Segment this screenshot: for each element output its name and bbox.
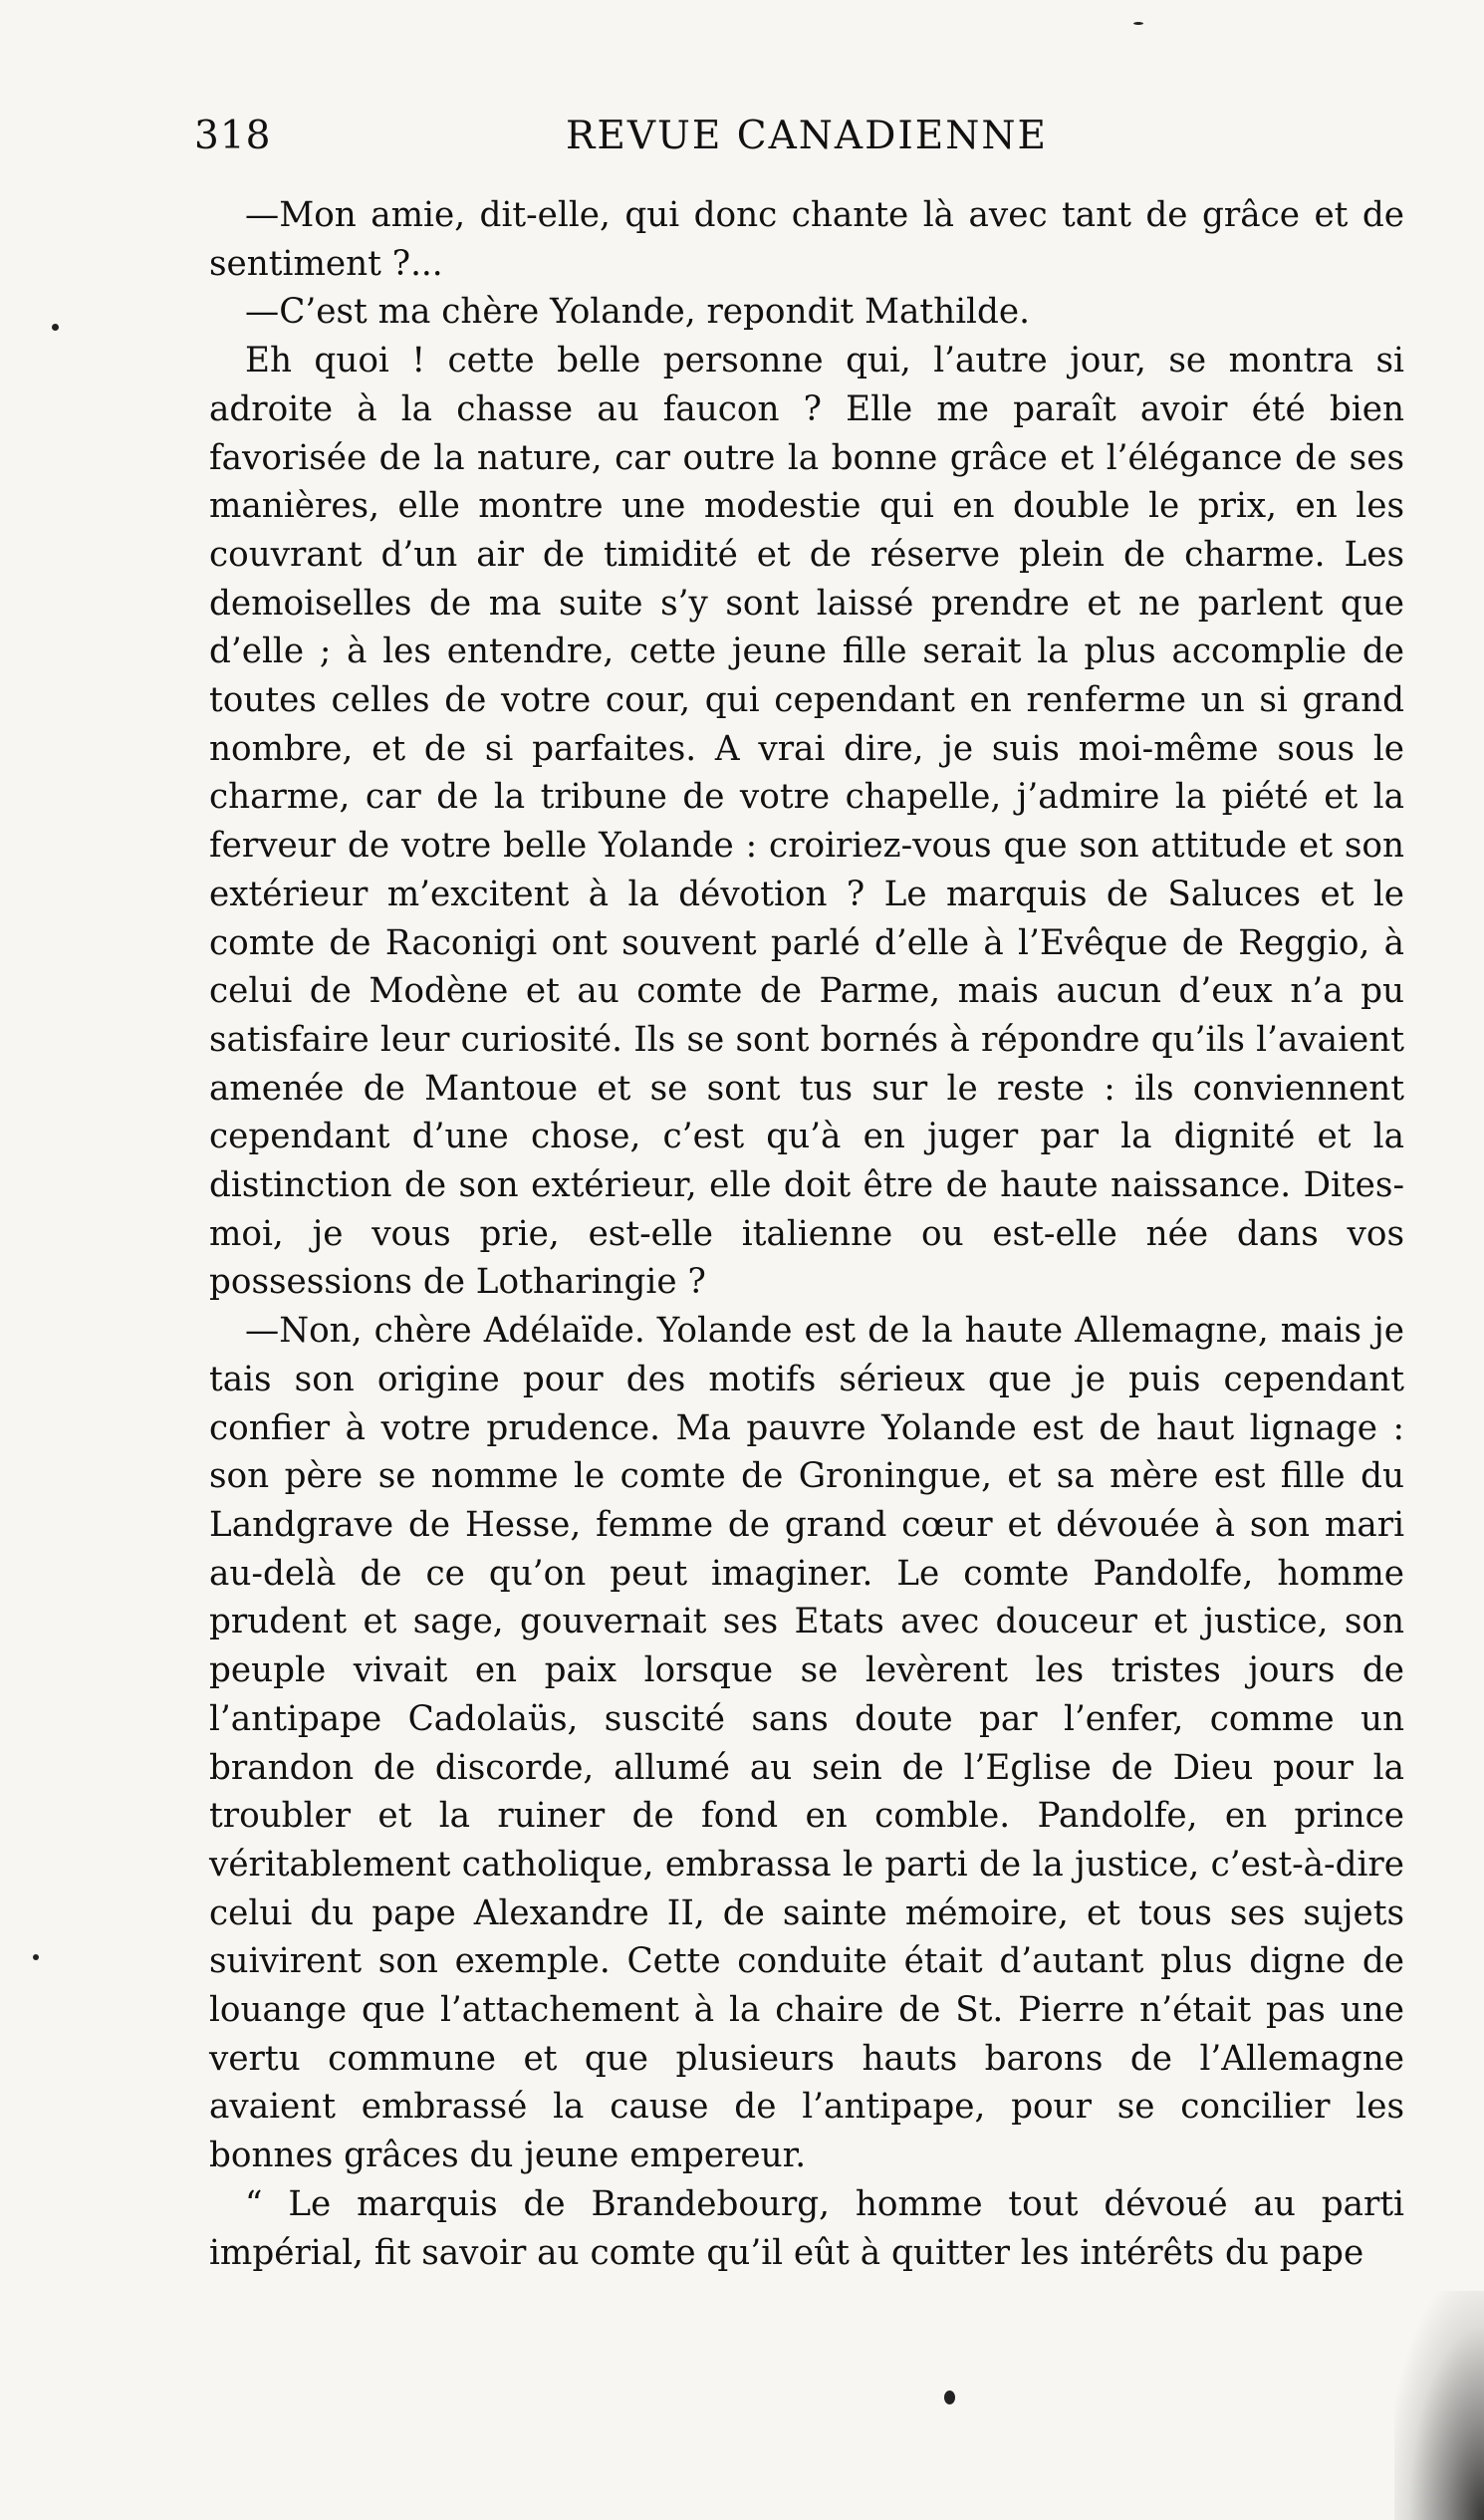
paragraph: “ Le marquis de Brandebourg, homme tout dévoué au parti impérial, fit savoir au comte qu’il eût à quitter les intérêts du pape [209,2183,1404,2273]
body-text [209,191,1404,2277]
scan-speck [1133,22,1143,25]
book-page [194,112,1404,2432]
paragraph: —Mon amie, dit-elle, qui donc chante là avec tant de grâce et de sentiment ?... [209,195,1404,284]
paragraph: —Non, chère Adélaïde. Yolande est de la haute Allemagne, mais je tais son origine pour des motifs sérieux que je puis cependant confier à votre prudence. Ma pauvre Yolande est de haut lignage : son père se nomme le comte de Groningue, et sa mère est fille du Landgrave de Hesse, femme de grand cœur et dévouée à son mari au-delà de ce qu’on peut imaginer. Le comte Pandolfe, homme prudent et sage, gouvernait ses Etats avec douceur et justice, son peuple vivait en paix lorsque se levèrent les tristes jours de l’antipape Cadolaüs, suscité sans doute par l’enfer, comme un brandon de discorde, allumé au sein de l’Eglise de Dieu pour la troubler et la ruiner de fond en comble. Pandolfe, en prince véritablement catholique, embrassa le parti de la justice, c’est-à-dire celui du pape Alexandre II, de sainte mémoire, et tous ses sujets suivirent son exemple. Cette conduite était d’autant plus digne de louange que l’attachement à la chaire de St. Pierre n’était pas une vertu commune et que plusieurs hauts barons de l’Allemagne avaient embrassé la cause de l’antipape, pour se concilier les bonnes grâces du jeune empereur. [209,1311,1404,2176]
page-number: 318 [194,114,272,158]
scan-speck [33,1954,39,1960]
paragraph: —C’est ma chère Yolande, repondit Mathilde. [245,292,1030,333]
scan-speck [944,2391,955,2404]
scan-speck [52,324,59,331]
journal-title: REVUE CANADIENNE [566,114,1048,158]
page-edge-shadow [1394,2291,1484,2520]
paragraph: Eh quoi ! cette belle personne qui, l’autre jour, se montra si adroite à la chasse au faucon ? Elle me paraît avoir été bien favorisée de la nature, car outre la bonne grâce et l’élégance de ses manières, elle montre une modestie qui en double le prix, en les couvrant d’un air de timidité et de réserve plein de charme. Les demoiselles de ma suite s’y sont laissé prendre et ne parlent que d’elle ; à les entendre, cette jeune fille serait la plus accomplie de toutes celles de votre cour, qui cependant en renferme un si grand nombre, et de si parfaites. A vrai dire, je suis moi-même sous le charme, car de la tribune de votre chapelle, j’admire la piété et la ferveur de votre belle Yolande : croiriez-vous que son attitude et son extérieur m’excitent à la dévotion ? Le marquis de Saluces et le comte de Raconigi ont souvent parlé d’elle à l’Evêque de Reggio, à celui de Modène et au comte de Parme, mais aucun d’eux n’a pu satisfaire leur curiosité. Ils se sont bornés à répondre qu’ils l’avaient amenée de Mantoue et se sont tus sur le reste : ils conviennent cependant d’une chose, c’est qu’à en juger par la dignité et la distinction de son extérieur, elle doit être de haute naissance. Dites-moi, je vous prie, est-elle italienne ou est-elle née dans vos possessions de Lotharingie ? [209,341,1404,1303]
running-header [194,112,1414,171]
